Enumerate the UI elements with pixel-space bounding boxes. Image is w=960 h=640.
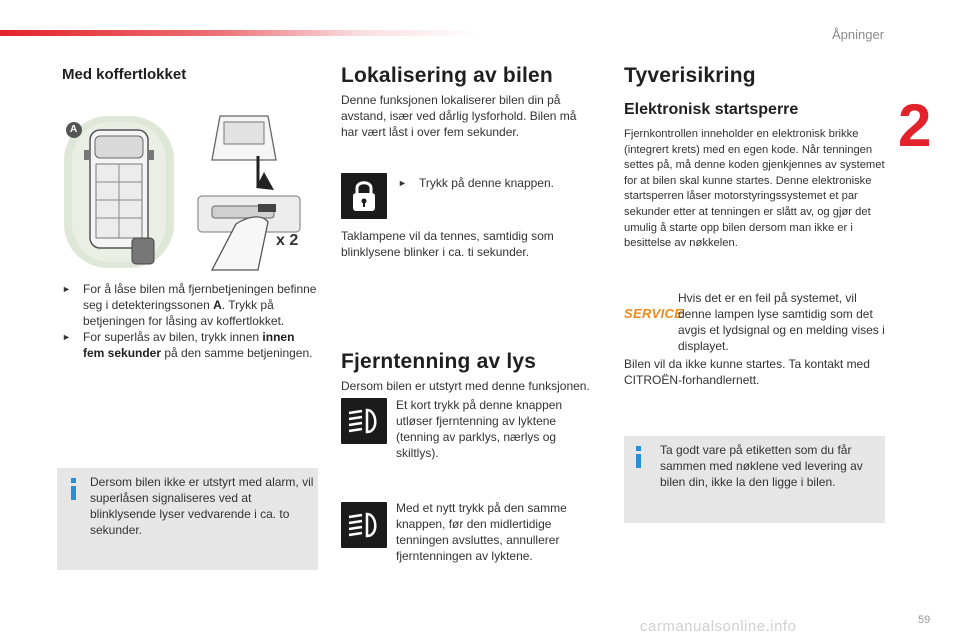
list-item: ► For å låse bilen må fjernbetjeningen befinne seg i detekteringssonen A. Trykk på betjeningen for låsing av koffertlokket. [62, 282, 317, 328]
immobiliser-body: Fjernkontrollen inneholder en elektronisk brikke (integrert krets) med en egen kode. Når tenningen settes på, må denne koden gjenkjennes av systemet for at bilen skal kunne startes. Denne elektroniske startsperren låser motorstyringssystemet et par sekunder etter at tenningen er slått av, og gjør det umulig å starte opp bilen dersom man ikke er i besittelse av nøkkelen. [624, 128, 885, 250]
van-top-view-icon [84, 130, 154, 248]
remote-lights-intro: Dersom bilen er utstyrt med denne funksjonen. [341, 379, 590, 393]
padlock-icon [341, 173, 387, 219]
info-box-label [624, 436, 885, 523]
header-accent-bar [0, 30, 480, 36]
heading-immobiliser: Elektronisk startsperre [624, 101, 799, 118]
info-text-label: Ta godt vare på etiketten som du får sammen med nøklene ved levering av bilen din, ikke la den ligge i bilen. [660, 443, 863, 489]
locate-intro: Denne funksjonen lokaliserer bilen din på avstand, især ved dårlig lysforhold. Bilen må har vært låst i over fem sekunder. [341, 93, 577, 139]
fault-text-dealer: Bilen vil da ikke kunne startes. Ta kontakt med CITROËN-forhandlernett. [624, 357, 870, 387]
section-title: Åpninger [832, 27, 885, 42]
remote-lights-short-press: Et kort trykk på denne knappen utløser fjerntenning av lyktene (tenning av parklys, nærlys og skiltlys). [396, 398, 563, 460]
zone-label-a: A [70, 124, 78, 135]
headlamp-icon [341, 398, 387, 444]
heading-remote-lights: Fjerntenning av lys [341, 350, 537, 373]
page-number: 59 [918, 614, 931, 626]
info-text-alarm: Dersom bilen ikke er utstyrt med alarm, vil superlåsen signaliseres ved at blinklysende lyser vedvarende i ca. to sekunder. [90, 475, 314, 537]
locate-result: Taklampene vil da tennes, samtidig som blinklysene blinker i ca. ti sekunder. [341, 229, 554, 259]
remote-lights-second-press: Med et nytt trykk på den samme knappen, før den midlertidige tenningen avsluttes, annullerer fjerntenningen av lyktene. [396, 501, 567, 563]
press-twice-label: x 2 [276, 232, 299, 249]
info-box-alarm [57, 468, 318, 570]
heading-antitheft: Tyverisikring [624, 64, 756, 87]
list-item: ► For superlås av bilen, trykk innen innen fem sekunder på den samme betjeningen. [62, 330, 313, 360]
heading-locate: Lokalisering av bilen [341, 64, 553, 87]
watermark: carmanualsonline.info [640, 618, 797, 635]
trunk-illustration [62, 110, 314, 272]
chapter-number: 2 [898, 92, 932, 159]
trunk-instructions [62, 281, 318, 361]
heading-trunk: Med koffertlokket [62, 66, 187, 83]
fault-text: Hvis det er en feil på systemet, vil denne lampen lyse samtidig som det avgis et lydsignal og en melding vises i displayet. [678, 291, 885, 353]
locate-press: ► Trykk på denne knappen. [398, 176, 554, 190]
headlamp-icon [341, 502, 387, 548]
service-warning-icon: SERVICE [624, 306, 684, 321]
